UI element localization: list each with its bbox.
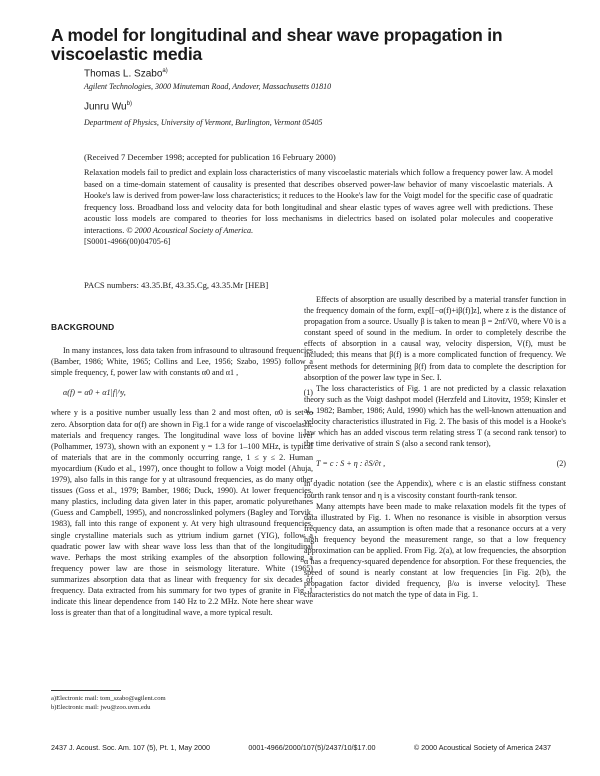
- footer-copyright: © 2000 Acoustical Society of America 2437: [413, 743, 551, 752]
- paragraph: In many instances, loss data taken from infrasound to ultrasound frequencies (Bamber, 1986; White, 1965; Collins and Lee, 1956; Szabo, 1995) follow a simple frequency, f, power law with constants α0 and α1 ,: [51, 346, 313, 378]
- footer-journal: 2437 J. Acoust. Soc. Am. 107 (5), Pt. 1, May 2000: [51, 743, 211, 752]
- section-heading: BACKGROUND: [51, 322, 115, 332]
- abstract-text: Relaxation models fail to predict and explain loss characteristics of many viscoelastic materials which follow a frequency power law. A model based on a time-domain statement of causality is presented that describes observed power-law behavior of many viscoelastic materials. A Hooke's law is derived from power-law loss characteristics; it reduces to the Hooke's law for the Voigt model for the specific case of quadratic frequency loss. Broadband loss and velocity data for both longitudinal and shear elastic types of waves agree well with predictions. These acoustic loss models are compared to theories for loss mechanisms in dielectrics based on isolated polar molecules and cooperative interactions.: [84, 168, 553, 235]
- equation-number: (2): [556, 459, 566, 469]
- footnote-a: a)Electronic mail: tom_szabo@agilent.com: [51, 695, 166, 702]
- pacs-numbers: PACS numbers: 43.35.Bf, 43.35.Cg, 43.35.Mr [HEB]: [84, 280, 269, 290]
- author-name: Thomas L. Szabo: [84, 68, 163, 80]
- footnote-b: b)Electronic mail: jwu@zoo.uvm.edu: [51, 704, 151, 711]
- equation-1: [51, 387, 313, 398]
- author-mark: a): [162, 68, 168, 74]
- author-name: Junru Wu: [84, 101, 127, 113]
- paragraph: where y is a positive number usually less than 2 and most often, α0 is set to zero. Absorption data for α(f) are shown in Fig.1 for a wide range of viscoelastic materials and frequency ranges. The longitudinal wave loss of bovine liver (Polhammer, 1973), shown with an exponent y = 1.3 for 1–100 MHz, is typical of materials that are in the commonly occurring range, 1 ≤ y ≤ 2. Human myocardium (Kudo et al., 1997), once thought to follow a Voigt model (Ahuja, 1979), also falls in this range for y at ultrasound frequencies, as do many other tissues (Goss et al., 1979; Bamber, 1986; Duck, 1990). At lower frequencies, many plastics, including data given later in this paper, aromatic polyurethanes (Guess and Campbell, 1995), and noncrosslinked polymers (Bagley and Torvik, 1983), fall into this range of exponent y. At very high ultrasound frequencies, single crystalline materials such as yttrium indium garnet (YIG), follow a quadratic power law with shear wave loss less than that of the longitudinal wave. Perhaps the most striking examples of the absorption following a frequency power law are those in seismology literature. White (1965) summarizes absorption data that as linear with frequency for six decades of frequency. Data extracted from his summary for two types of granite in Fig. 1 indicate this linear dependence from 140 Hz to 2.2 MHz. Note here shear wave loss is greater than that of a longitudinal wave, a more typical result.: [51, 408, 313, 618]
- paragraph: Many attempts have been made to make relaxation models fit the types of data illustrated by Fig. 1. When no resonance is visible in absorption versus frequency data, an assumption is often made that a resonance occurs at a very high frequency beyond the measurement range, so that a low frequency approximation can be applied. From Fig. 2(a), at low frequencies, the absorption α has a frequency-squared dependence for absorption. For these frequencies, the speed of sound is nearly constant at low frequencies [in Fig. 2(b), the propagation factor divided frequency, β/ω is inverse velocity]. These characteristics do not match the type of data in Fig. 1.: [304, 501, 566, 600]
- equation-body: T = c : S + η : ∂S/∂t ,: [316, 459, 386, 469]
- copyright-line: © 2000 Acoustical Society of America.: [126, 225, 254, 235]
- left-column: [51, 322, 313, 618]
- page-footer: [51, 743, 551, 752]
- equation-number: (1): [303, 388, 313, 398]
- footer-code: 0001-4966/2000/107(5)/2437/10/$17.00: [248, 743, 376, 752]
- footnote-divider: [51, 690, 121, 691]
- paragraph: Effects of absorption are usually described by a material transfer function in the frequency domain of the form, exp[[−α(f)+iβ(f)]z], where z is the distance of propagation from a source. Usually β is taken to mean β = 2πf/V0, where V0 is a constant speed of sound in the medium. In order to completely describe the effects of absorption in a causal way, velocity dispersion, V(f), must be included; this means that β(f) is a more complicated function of frequency. We present methods for determining β(f) from data to complete the description for absorption of the power law type in Sec. I.: [304, 295, 566, 382]
- equation-2: [304, 458, 566, 469]
- author-1: [84, 68, 168, 79]
- paragraph: The loss characteristics of Fig. 1 are not predicted by a classic relaxation theory such as the Voigt dashpot model (Herzfeld and Litovitz, 1959; Kinsler et al., 1982; Bamber, 1986; Auld, 1990) which has the well-known attenuation and velocity characteristics illustrated in Fig. 2. The basis of this model is a Hooke's law which has an added viscous term relating stress T (a second rank tensor) to the time derivative of strain S (also a second rank tensor),: [304, 383, 566, 449]
- author-mark: b): [126, 101, 132, 107]
- author-1-affiliation: Agilent Technologies, 3000 Minuteman Road, Andover, Massachusetts 01810: [84, 82, 332, 91]
- author-2: [84, 101, 132, 112]
- doi: [S0001-4966(00)04705-6]: [84, 237, 171, 246]
- equation-body: α(f) = α0 + α1|f|^y,: [63, 388, 126, 398]
- paper-title: A model for longitudinal and shear wave propagation in viscoelastic media: [51, 25, 503, 64]
- author-2-affiliation: Department of Physics, University of Vermont, Burlington, Vermont 05405: [84, 118, 323, 127]
- received-dates: (Received 7 December 1998; accepted for publication 16 February 2000): [84, 152, 336, 162]
- right-column: [304, 294, 566, 600]
- abstract: [84, 167, 553, 248]
- paragraph: in dyadic notation (see the Appendix), where c is an elastic stiffness constant fourth rank tensor and η is a viscosity constant fourth-rank tensor.: [304, 479, 566, 500]
- footnotes: [51, 694, 166, 712]
